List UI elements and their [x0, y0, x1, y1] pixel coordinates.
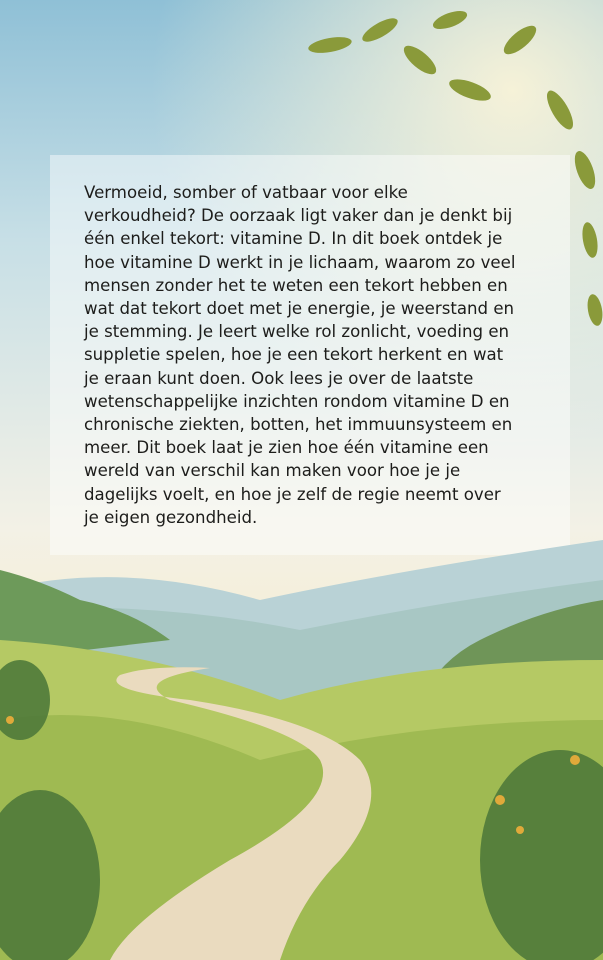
blurb-line: meer. Dit boek laat je zien hoe één vitamine een [84, 438, 489, 458]
blurb-line: je eigen gezondheid. [84, 507, 258, 527]
blurb-line: hoe vitamine D werkt in je lichaam, waarom zo veel [84, 252, 516, 272]
blurb-line: Vermoeid, somber of vatbaar voor elke [84, 183, 408, 202]
blurb-line: wetenschappelijke inzichten rondom vitamine D en [84, 391, 510, 411]
blurb-line: wat dat tekort doet met je energie, je weerstand en [84, 299, 515, 319]
blurb-line: verkoudheid? De oorzaak ligt vaker dan je denkt bij [84, 206, 513, 226]
blurb-line: dagelijks voelt, en hoe je zelf de regie neemt over [84, 484, 501, 504]
blurb-line: suppletie spelen, hoe je een tekort herkent en wat [84, 345, 504, 365]
blurb-line: mensen zonder het te weten een tekort hebben en [84, 275, 508, 295]
blurb-line: één enkel tekort: vitamine D. In dit boek ontdek je [84, 229, 503, 249]
blurb-line: chronische ziekten, botten, het immuunsysteem en [84, 415, 513, 435]
blurb-line: je stemming. Je leert welke rol zonlicht, voeding en [84, 322, 510, 342]
blurb-line: je eraan kunt doen. Ook lees je over de laatste [84, 368, 474, 388]
back-cover-blurb [84, 181, 564, 529]
blurb-line: wereld van verschil kan maken voor hoe je je [84, 461, 461, 481]
